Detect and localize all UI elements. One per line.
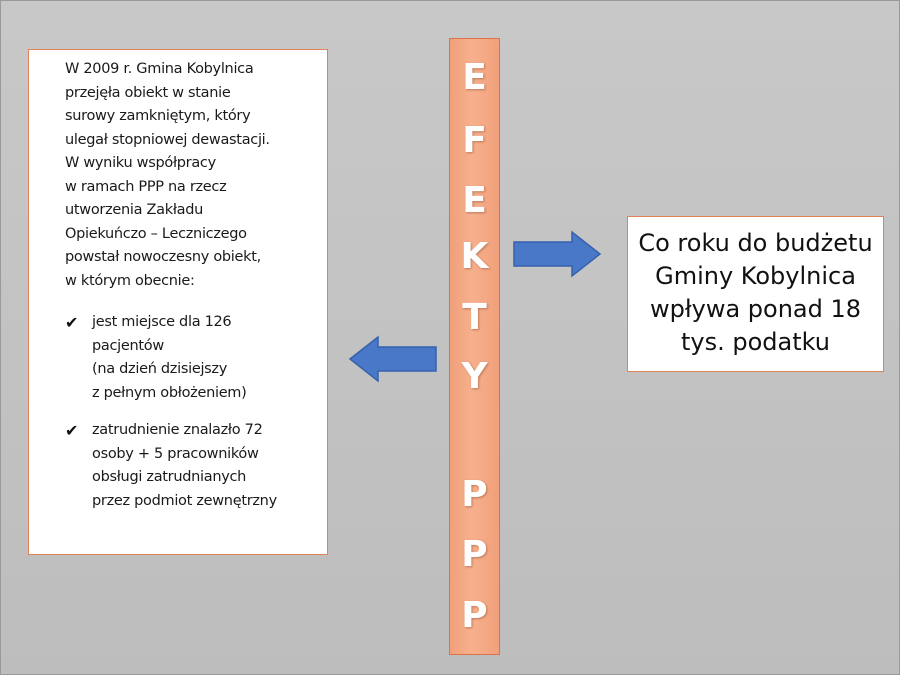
effects-ppp-vertical-bar xyxy=(449,38,500,655)
right-arrow-icon xyxy=(512,230,602,278)
bar-letter-f: F xyxy=(462,120,487,161)
intro-line: w którym obecnie: xyxy=(65,272,195,289)
intro-line: surowy zamkniętym, który xyxy=(65,108,251,124)
left-text-box xyxy=(28,49,328,555)
tax-revenue-box xyxy=(627,216,884,372)
intro-line: Opiekuńczo – Leczniczego xyxy=(65,225,247,242)
bar-letter-p3: P xyxy=(461,595,488,636)
intro-paragraph xyxy=(65,58,311,293)
tax-line: Co roku do budżetu xyxy=(638,229,873,257)
intro-line: powstał nowoczesny obiekt, xyxy=(65,249,261,265)
bullet-line: z pełnym obłożeniem) xyxy=(92,384,247,401)
bullet-line: (na dzień dzisiejszy xyxy=(92,361,228,377)
bar-letter-t: T xyxy=(462,297,487,338)
checkmark-icon: ✔ xyxy=(65,421,79,440)
bullet-item-employment xyxy=(65,419,311,513)
bullet-line: obsługi zatrudnianych xyxy=(92,469,247,485)
bullet-item-patients xyxy=(65,311,311,405)
bar-letter-e1: E xyxy=(462,57,487,98)
intro-line: w ramach PPP na rzecz xyxy=(65,178,227,195)
tax-line: Gminy Kobylnica xyxy=(655,262,856,290)
bar-letter-p1: P xyxy=(461,474,488,515)
bullet-line: osoby + 5 pracowników xyxy=(92,445,259,462)
intro-line: W 2009 r. Gmina Kobylnica xyxy=(65,61,254,77)
bar-letter-p2: P xyxy=(461,534,488,575)
bar-letter-y: Y xyxy=(461,356,488,397)
intro-line: utworzenia Zakładu xyxy=(65,202,204,218)
bullet-list xyxy=(65,311,311,513)
checkmark-icon: ✔ xyxy=(65,313,79,332)
bullet-line: jest miejsce dla 126 xyxy=(92,314,232,330)
bullet-line: przez podmiot zewnętrzny xyxy=(92,492,277,509)
intro-line: W wyniku współpracy xyxy=(65,155,216,171)
tax-line: tys. podatku xyxy=(680,328,830,356)
bar-letter-e2: E xyxy=(462,180,487,221)
bullet-line: pacjentów xyxy=(92,337,164,354)
bar-letter-k: K xyxy=(460,236,489,277)
tax-line: wpływa ponad 18 xyxy=(649,295,862,323)
intro-line: przejęła obiekt w stanie xyxy=(65,84,231,101)
intro-line: ulegał stopniowej dewastacji. xyxy=(65,131,270,148)
left-arrow-icon xyxy=(348,335,438,383)
bullet-line: zatrudnienie znalazło 72 xyxy=(92,422,263,438)
